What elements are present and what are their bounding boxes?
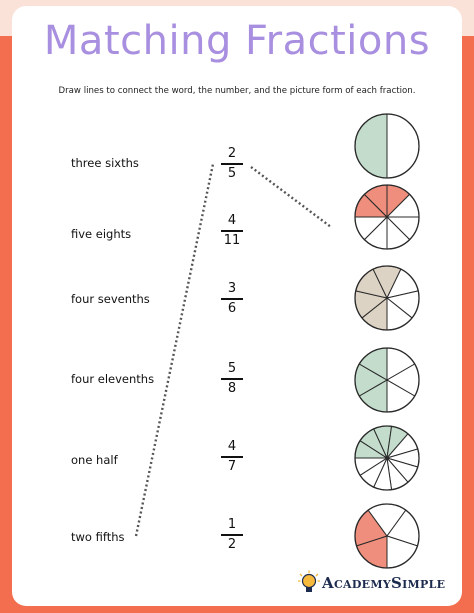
word-label: five eights: [71, 227, 132, 241]
dotted-match-line: [136, 164, 213, 536]
pie-slice: [387, 114, 419, 178]
fraction-numerator: 2: [227, 146, 237, 161]
word-label: four sevenths: [71, 292, 150, 306]
brand-logo: [298, 570, 445, 596]
fraction-denominator: 6: [227, 300, 237, 316]
fraction-numerator: 5: [227, 361, 237, 376]
fraction-denominator: 8: [227, 380, 237, 396]
word-label: two fifths: [71, 530, 125, 544]
fraction-pictures: [355, 114, 419, 568]
word-label: one half: [71, 453, 118, 467]
brand-logo-text: AcademySimple: [322, 574, 446, 592]
page-title: Matching Fractions: [43, 18, 431, 64]
fraction-numerator: 4: [227, 439, 237, 454]
fraction-numerator: 4: [227, 213, 237, 228]
fraction-denominator: 11: [223, 232, 241, 248]
dotted-match-line: [251, 167, 331, 227]
fraction-denominator: 7: [227, 458, 237, 474]
pie-slice: [355, 114, 387, 178]
lightbulb-icon: [298, 570, 320, 596]
word-label: four elevenths: [71, 372, 155, 386]
fraction-denominator: 2: [227, 536, 237, 552]
fraction-numerator: 1: [227, 517, 237, 532]
fraction-numerator: 3: [227, 281, 237, 296]
word-label: three sixths: [71, 156, 139, 170]
instructions: Draw lines to connect the word, the number, and the picture form of each fraction.: [58, 86, 416, 96]
fraction-denominator: 5: [227, 165, 237, 181]
